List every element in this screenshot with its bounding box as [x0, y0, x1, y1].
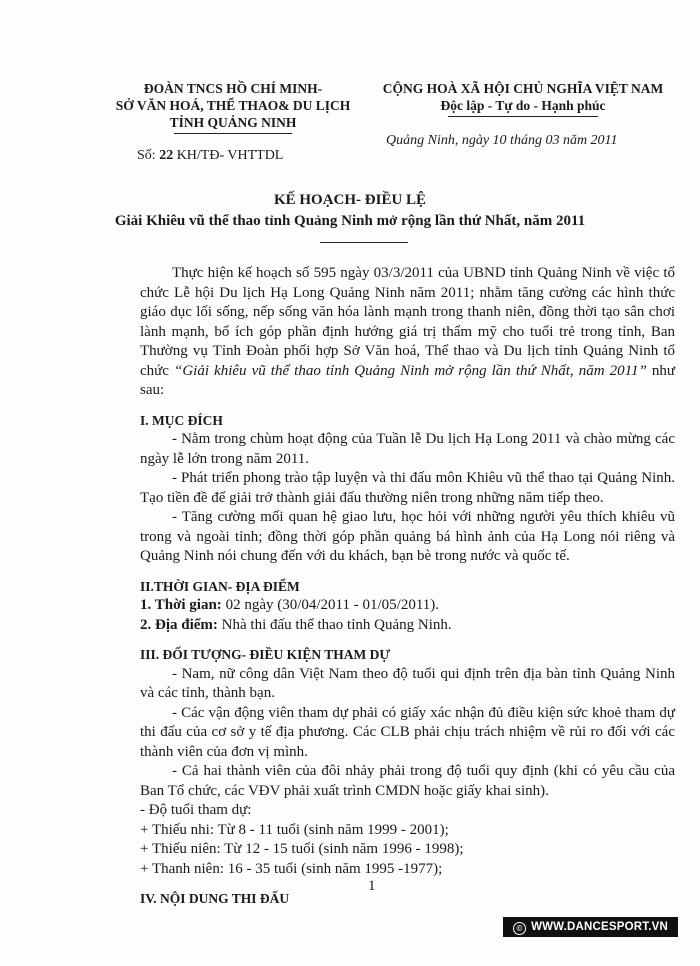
document-title: KẾ HOẠCH- ĐIỀU LỆ [273, 192, 427, 208]
place-line: 2. Địa điểm: Nhà thi đấu thể thao tỉnh Quảng Ninh. [140, 616, 452, 633]
title-rule [320, 242, 408, 243]
section-heading-competition: IV. NỘI DUNG THI ĐẤU [140, 891, 290, 906]
national-motto: Độc lập - Tự do - Hạnh phúc [440, 98, 606, 113]
national-header [358, 80, 688, 117]
document-date: Quảng Ninh, ngày 10 tháng 03 năm 2011 [386, 133, 618, 148]
section-heading-time-place: II.THỜI GIAN- ĐỊA ĐIỂM [140, 578, 300, 594]
list-item: - Nam, nữ công dân Việt Nam theo độ tuổi qui định trên địa bàn tỉnh Quảng Ninh và các tỉnh, thành bạn. [140, 665, 675, 701]
document-subtitle: Giải Khiêu vũ thể thao tỉnh Quảng Ninh mở rộng lần thứ Nhất, năm 2011 [114, 213, 586, 229]
list-item: + Thiếu nhi: Từ 8 - 11 tuổi (sinh năm 1999 - 2001); [140, 821, 449, 838]
intro-paragraph: Thực hiện kế hoạch số 595 ngày 03/3/2011 của UBND tỉnh Quảng Ninh về việc tổ chức Lễ hội Du lịch Hạ Long Quảng Ninh năm 2011; nhằm tăng cường các hình thức giáo dục lối sống, nếp sống văn hóa lành mạnh trong thanh niên, đồng thời tạo sân chơi lành mạnh, bổ ích góp phần định hướng giá trị thẩm mỹ cho tuổi trẻ trong tỉnh, Ban Thường vụ Tỉnh Đoàn phối hợp Sở Văn hoá, Thể thao và Du lịch tỉnh Quảng Ninh tổ chức “Giải khiêu vũ thể thao tỉnh Quảng Ninh mở rộng lần thứ Nhất, năm 2011” như sau: [140, 265, 675, 398]
list-item: - Nằm trong chùm hoạt động của Tuần lễ Du lịch Hạ Long 2011 và chào mừng các ngày lễ lớn trong năm 2011. [140, 431, 675, 467]
list-item: + Thanh niên: 16 - 35 tuổi (sinh năm 1995 -1977); [140, 860, 443, 877]
watermark-text: WWW.DANCESPORT.VN [531, 921, 668, 933]
list-item: - Cả hai thành viên của đôi nhảy phải trong độ tuổi quy định (khi có yêu cầu của Ban Tổ chức, các VĐV phải xuất trình CMDN hoặc giấy khai sinh). [140, 763, 675, 799]
document-body [140, 264, 675, 909]
issuing-organization [88, 80, 378, 134]
org-line-2: SỞ VĂN HOÁ, THỂ THAO& DU LỊCH [115, 98, 351, 113]
watermark [503, 917, 678, 937]
list-item: - Tăng cường mối quan hệ giao lưu, học hỏi với những người yêu thích khiêu vũ trong và ngoài tỉnh; đồng thời góp phần quảng bá hình ảnh của Hạ Long nói riêng và Quảng Ninh nói chung đến với du khách, bạn bè trong nước và quốc tế. [140, 509, 675, 564]
org-line-1: ĐOÀN TNCS HỒ CHÍ MINH- [143, 81, 323, 96]
time-line: 1. Thời gian: 02 ngày (30/04/2011 - 01/05/2011). [140, 597, 440, 613]
list-item: + Thiếu niên: Từ 12 - 15 tuổi (sinh năm 1996 - 1998); [140, 841, 464, 857]
list-item: - Phát triển phong trào tập luyện và thi đấu môn Khiêu vũ thể thao tại Quảng Ninh. Tạo tiền đề để giải trở thành giải đấu thường niên trong những năm tiếp theo. [140, 470, 675, 506]
section-heading-purpose: I. MỤC ĐÍCH [140, 412, 223, 428]
page-number: 1 [368, 878, 376, 894]
org-line-3: TỈNH QUẢNG NINH [169, 115, 297, 130]
copyright-icon: © [513, 922, 526, 935]
org-underline [174, 133, 292, 134]
motto-underline [448, 116, 598, 117]
list-item: - Độ tuổi tham dự: [140, 802, 252, 818]
document-number: Số: 22 KH/TĐ- VHTTDL [137, 148, 284, 163]
country-name: CỘNG HOÀ XÃ HỘI CHỦ NGHĨA VIỆT NAM [382, 81, 664, 96]
section-heading-eligibility: III. ĐỐI TƯỢNG- ĐIỀU KIỆN THAM DỰ [140, 647, 391, 662]
list-item: - Các vận động viên tham dự phải có giấy xác nhận đủ điều kiện sức khoẻ tham dự thi đấu của cơ sở y tế địa phương. Các CLB phải chịu trách nhiệm về rủi ro đối với các thành viên của đơn vị mình. [140, 704, 675, 760]
